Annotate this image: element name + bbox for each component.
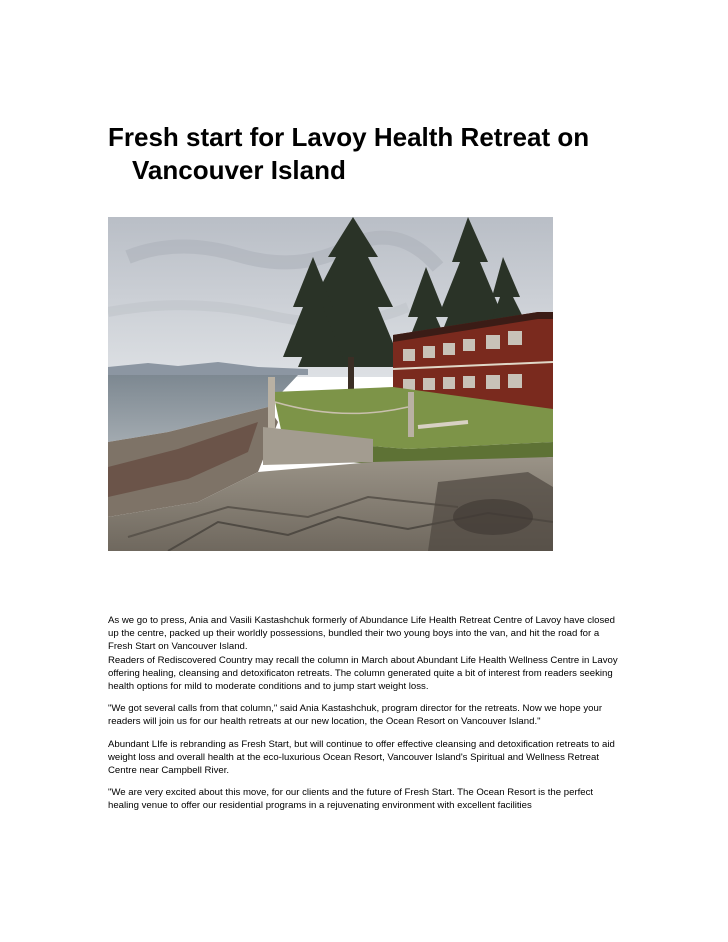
- resort-shoreline-photo: [108, 217, 553, 551]
- article-body: [108, 614, 620, 813]
- paragraph: "We are very excited about this move, for our clients and the future of Fresh Start. The Ocean Resort is the perfect healing venue to offer our residential programs in a rejuvenating environment with excellent facilities: [108, 787, 594, 812]
- paragraph: Readers of Rediscovered Country may recall the column in March about Abundant Life Health Wellness Centre in Lavoy offering healing, cleansing and detoxificaton retreats. The column generated quite a bit of interest from readers seeking health options for mild to moderate conditions and to jump start weight loss.: [108, 654, 618, 693]
- paragraph: "We got several calls from that column," said Ania Kastashchuk, program director for the retreats. Now we hope your readers will join us for our health retreats at our new location, the Ocean Resort on Vancouver Island.": [108, 703, 603, 728]
- article-title: Fresh start for Lavoy Health Retreat on Vancouver Island: [108, 122, 590, 185]
- paragraph: As we go to press, Ania and Vasili Kastashchuk formerly of Abundance Life Health Retreat Centre of Lavoy have closed up the centre, packed up their worldly possessions, bundled their two young boys into the van, and hit the road for a Fresh Start on Vancouver Island.: [108, 615, 615, 653]
- paragraph: Abundant LIfe is rebranding as Fresh Start, but will continue to offer effective cleansing and detoxification retreats to aid weight loss and overall health at the eco-luxurious Ocean Resort, Vancouver Island's Spiritual and Wellness Retreat Centre near Campbell River.: [108, 738, 615, 777]
